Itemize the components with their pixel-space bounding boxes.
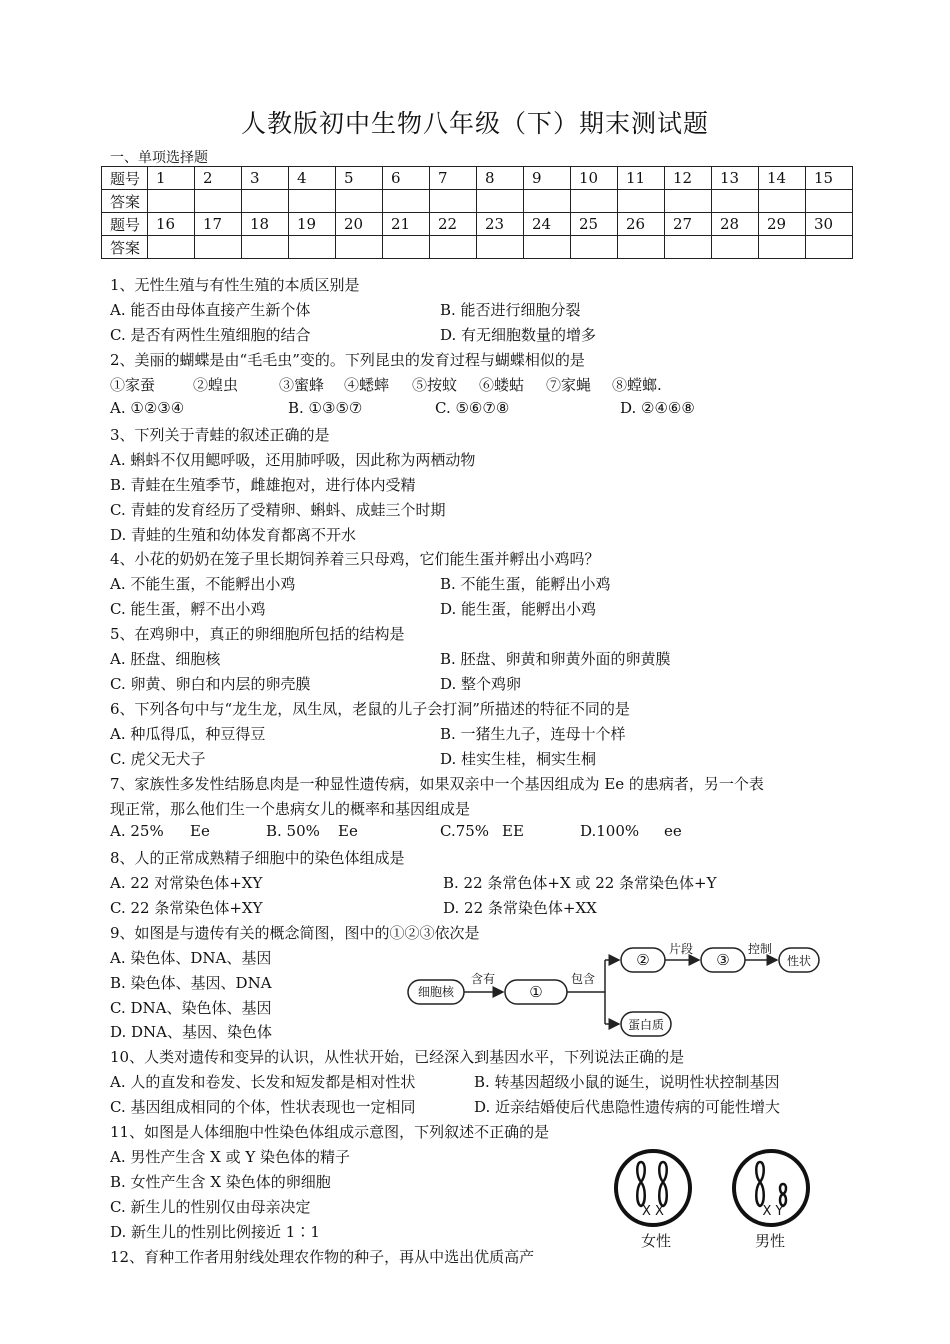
number-cell: 28 (712, 213, 759, 236)
q2-item: ⑦家蝇 (546, 376, 592, 394)
question-9-stem: 9、如图是与遗传有关的概念简图，图中的①②③依次是 (110, 924, 480, 942)
answer-label: 答案 (102, 236, 148, 259)
label-includes: 包含 (570, 972, 596, 986)
q3-option-a: A. 蝌蚪不仅用鳃呼吸，还用肺呼吸，因此称为两栖动物 (110, 451, 476, 469)
label-trait: 性状 (786, 954, 812, 968)
number-cell: 7 (430, 167, 477, 190)
sex-chromosome-figure (608, 1148, 838, 1254)
q8-option-d: D. 22 条常染色体+XX (443, 899, 597, 917)
number-cell: 30 (806, 213, 853, 236)
answer-cell[interactable] (712, 190, 759, 213)
male-label: 男性 (754, 1232, 786, 1250)
q10-option-b: B. 转基因超级小鼠的诞生，说明性状控制基因 (474, 1073, 780, 1091)
q4-option-b: B. 不能生蛋，能孵出小鸡 (440, 575, 611, 593)
q5-option-a: A. 胚盘、细胞核 (110, 650, 221, 668)
q5-option-b: B. 胚盘、卵黄和卵黄外面的卵黄膜 (440, 650, 671, 668)
number-cell: 15 (806, 167, 853, 190)
number-cell: 13 (712, 167, 759, 190)
q3-option-c: C. 青蛙的发育经历了受精卵、蝌蚪、成蛙三个时期 (110, 501, 446, 519)
q2-option-d: D. ②④⑥⑧ (620, 399, 695, 417)
answer-cell[interactable] (665, 236, 712, 259)
q7-option-c-genotype: EE (502, 822, 524, 840)
q2-item: ①家蚕 (110, 376, 156, 394)
number-cell: 18 (242, 213, 289, 236)
number-cell: 20 (336, 213, 383, 236)
q4-option-a: A. 不能生蛋，不能孵出小鸡 (110, 575, 296, 593)
q2-item: ⑤按蚊 (412, 376, 458, 394)
answer-cell[interactable] (289, 236, 336, 259)
female-label: 女性 (640, 1232, 672, 1250)
answer-cell[interactable] (430, 236, 477, 259)
answer-cell[interactable] (524, 190, 571, 213)
answer-cell[interactable] (430, 190, 477, 213)
answer-cell[interactable] (524, 236, 571, 259)
number-cell: 22 (430, 213, 477, 236)
number-cell: 19 (289, 213, 336, 236)
q2-option-c: C. ⑤⑥⑦⑧ (435, 399, 510, 417)
q8-option-b: B. 22 条常色体+X 或 22 条常染色体+Y (443, 874, 717, 892)
label-controls: 控制 (747, 942, 773, 956)
q7-option-b-genotype: Ee (338, 822, 358, 840)
q7-option-d: D.100% (580, 822, 640, 840)
number-cell: 14 (759, 167, 806, 190)
q9-option-d: D. DNA、基因、染色体 (110, 1023, 273, 1041)
answer-cell[interactable] (336, 190, 383, 213)
q3-option-b: B. 青蛙在生殖季节，雌雄抱对，进行体内受精 (110, 476, 416, 494)
q6-option-a: A. 种瓜得瓜，种豆得豆 (110, 725, 266, 743)
number-cell: 6 (383, 167, 430, 190)
question-7-stem-cont: 现正常，那么他们生一个患病女儿的概率和基因组成是 (110, 800, 471, 818)
answer-row-2 (102, 236, 853, 259)
question-1-stem: 1、无性生殖与有性生殖的本质区别是 (110, 276, 360, 294)
label-protein: 蛋白质 (627, 1018, 665, 1032)
female-chromosome-1 (637, 1162, 645, 1206)
page-title: 人教版初中生物八年级（下）期末测试题 (240, 109, 709, 138)
answer-cell[interactable] (806, 236, 853, 259)
answer-cell[interactable] (336, 236, 383, 259)
answer-row-1 (102, 190, 853, 213)
question-7-stem: 7、家族性多发性结肠息肉是一种显性遗传病，如果双亲中一个基因组成为 Ee 的患病者，另一个表 (110, 775, 764, 793)
number-label: 题号 (102, 213, 148, 236)
question-5-stem: 5、在鸡卵中，真正的卵细胞所包括的结构是 (110, 625, 405, 643)
q2-item: ③蜜蜂 (279, 376, 325, 394)
label-node-1: ① (529, 983, 543, 1001)
answer-cell[interactable] (759, 236, 806, 259)
q2-item: ④蟋蟀 (344, 376, 390, 394)
q7-option-c: C.75% (440, 822, 490, 840)
concept-diagram (405, 940, 825, 1040)
q1-option-d: D. 有无细胞数量的增多 (440, 326, 597, 344)
answer-cell[interactable] (148, 236, 195, 259)
answer-label: 答案 (102, 190, 148, 213)
answer-cell[interactable] (195, 236, 242, 259)
question-12-stem: 12、育种工作者用射线处理农作物的种子，再从中选出优质高产 (110, 1248, 535, 1266)
q10-option-d: D. 近亲结婚使后代患隐性遗传病的可能性增大 (474, 1098, 781, 1116)
q9-option-a: A. 染色体、DNA、基因 (110, 949, 272, 967)
number-cell: 3 (242, 167, 289, 190)
q9-option-c: C. DNA、染色体、基因 (110, 999, 272, 1017)
number-cell: 5 (336, 167, 383, 190)
number-cell: 27 (665, 213, 712, 236)
q7-option-b: B. 50% (266, 822, 320, 840)
q8-option-c: C. 22 条常染色体+XY (110, 899, 263, 917)
question-3-stem: 3、下列关于青蛙的叙述正确的是 (110, 426, 330, 444)
q2-option-a: A. ①②③④ (110, 399, 185, 417)
number-cell: 9 (524, 167, 571, 190)
answer-cell[interactable] (618, 236, 665, 259)
answer-cell[interactable] (477, 236, 524, 259)
q10-option-a: A. 人的直发和卷发、长发和短发都是相对性状 (110, 1073, 416, 1091)
number-cell: 12 (665, 167, 712, 190)
number-cell: 4 (289, 167, 336, 190)
answer-cell[interactable] (477, 190, 524, 213)
number-cell: 2 (195, 167, 242, 190)
q1-option-c: C. 是否有两性生殖细胞的结合 (110, 326, 311, 344)
answer-cell[interactable] (383, 236, 430, 259)
question-11-stem: 11、如图是人体细胞中性染色体组成示意图，下列叙述不正确的是 (110, 1123, 550, 1141)
female-xx-label: X X (642, 1204, 664, 1219)
q10-option-c: C. 基因组成相同的个体，性状表现也一定相同 (110, 1098, 416, 1116)
q8-option-a: A. 22 对常染色体+XY (110, 874, 263, 892)
answer-cell[interactable] (665, 190, 712, 213)
number-label: 题号 (102, 167, 148, 190)
answer-cell[interactable] (806, 190, 853, 213)
number-cell: 23 (477, 213, 524, 236)
answer-cell[interactable] (618, 190, 665, 213)
male-chromosome-x (756, 1162, 764, 1206)
q11-option-b: B. 女性产生含 X 染色体的卵细胞 (110, 1173, 331, 1191)
answer-cell[interactable] (571, 190, 618, 213)
answer-cell[interactable] (712, 236, 759, 259)
question-4-stem: 4、小花的奶奶在笼子里长期饲养着三只母鸡，它们能生蛋并孵出小鸡吗？ (110, 550, 600, 568)
q7-option-d-genotype: ee (664, 822, 682, 840)
question-8-stem: 8、人的正常成熟精子细胞中的染色体组成是 (110, 849, 405, 867)
number-row-1 (102, 167, 853, 190)
number-cell: 21 (383, 213, 430, 236)
q5-option-c: C. 卵黄、卵白和内层的卵壳膜 (110, 675, 311, 693)
answer-cell[interactable] (759, 190, 806, 213)
answer-cell[interactable] (195, 190, 242, 213)
female-chromosome-2 (659, 1162, 667, 1206)
number-cell: 8 (477, 167, 524, 190)
question-10-stem: 10、人类对遗传和变异的认识，从性状开始，已经深入到基因水平，下列说法正确的是 (110, 1048, 685, 1066)
answer-cell[interactable] (242, 190, 289, 213)
q2-item: ⑥蝼蛄 (479, 376, 525, 394)
q7-option-a-genotype: Ee (190, 822, 210, 840)
answer-cell[interactable] (242, 236, 289, 259)
section-heading: 一、单项选择题 (110, 150, 208, 166)
q4-option-d: D. 能生蛋，能孵出小鸡 (440, 600, 597, 618)
label-node-2: ② (636, 951, 650, 969)
q6-option-d: D. 桂实生桂，桐实生桐 (440, 750, 597, 768)
answer-cell[interactable] (571, 236, 618, 259)
q11-option-d: D. 新生儿的性别比例接近 1∶1 (110, 1223, 320, 1241)
q2-option-b: B. ①③⑤⑦ (288, 399, 363, 417)
q5-option-d: D. 整个鸡卵 (440, 675, 522, 693)
number-cell: 1 (148, 167, 195, 190)
answer-cell[interactable] (289, 190, 336, 213)
number-cell: 16 (148, 213, 195, 236)
number-cell: 11 (618, 167, 665, 190)
question-2-stem: 2、美丽的蝴蝶是由“毛毛虫”变的。下列昆虫的发育过程与蝴蝶相似的是 (110, 351, 585, 369)
label-contains: 含有 (470, 972, 496, 986)
number-row-2 (102, 213, 853, 236)
male-xy-label: X Y (762, 1204, 784, 1219)
label-node-3: ③ (716, 951, 730, 969)
number-cell: 26 (618, 213, 665, 236)
number-cell: 29 (759, 213, 806, 236)
question-6-stem: 6、下列各句中与“龙生龙，凤生凤，老鼠的儿子会打洞”所描述的特征不同的是 (110, 700, 630, 718)
number-cell: 17 (195, 213, 242, 236)
q1-option-a: A. 能否由母体直接产生新个体 (110, 301, 311, 319)
q11-option-a: A. 男性产生含 X 或 Y 染色体的精子 (110, 1148, 351, 1166)
answer-cell[interactable] (383, 190, 430, 213)
number-cell: 25 (571, 213, 618, 236)
q3-option-d: D. 青蛙的生殖和幼体发育都离不开水 (110, 526, 357, 544)
q9-option-b: B. 染色体、基因、DNA (110, 974, 272, 992)
q1-option-b: B. 能否进行细胞分裂 (440, 301, 581, 319)
q7-option-a: A. 25% (110, 822, 164, 840)
number-cell: 10 (571, 167, 618, 190)
q6-option-b: B. 一猪生九子，连母十个样 (440, 725, 626, 743)
q4-option-c: C. 能生蛋，孵不出小鸡 (110, 600, 266, 618)
label-segment: 片段 (668, 942, 694, 956)
q6-option-c: C. 虎父无犬子 (110, 750, 206, 768)
label-nucleus: 细胞核 (417, 985, 455, 999)
q2-item: ②蝗虫 (193, 376, 239, 394)
q11-option-c: C. 新生儿的性别仅由母亲决定 (110, 1198, 311, 1216)
male-chromosome-y (780, 1184, 786, 1206)
number-cell: 24 (524, 213, 571, 236)
q2-item: ⑧螳螂. (612, 376, 662, 394)
answer-cell[interactable] (148, 190, 195, 213)
answer-table (101, 166, 853, 259)
